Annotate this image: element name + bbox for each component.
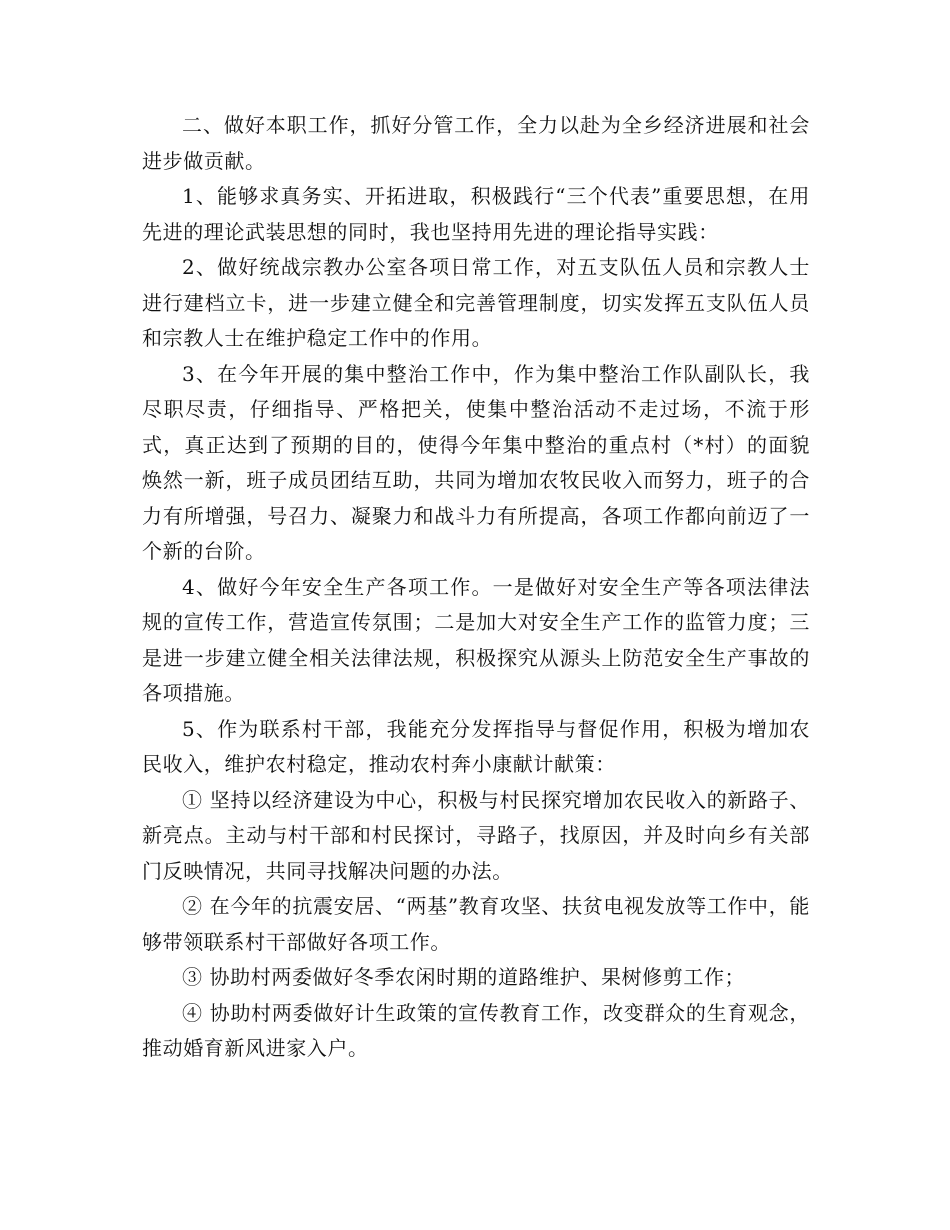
paragraph-subitem-2: ② 在今年的抗震安居、“两基”教育攻坚、扶贫电视发放等工作中，能够带领联系村干部做好各项工作。 [142, 894, 810, 954]
document-body [142, 108, 810, 1067]
paragraph-item-3: 3、在今年开展的集中整治工作中，作为集中整治工作队副队长，我尽职尽责，仔细指导、严格把关，使集中整治活动不走过场，不流于形式，真正达到了预期的目的，使得今年集中整治的重点村（*村）的面貌焕然一新，班子成员团结互助，共同为增加农牧民收入而努力，班子的合力有所增强，号召力、凝聚力和战斗力有所提高，各项工作都向前迈了一个新的台阶。 [142, 361, 810, 563]
paragraph-subitem-4: ④ 协助村两委做好计生政策的宣传教育工作，改变群众的生育观念，推动婚育新风进家入户。 [142, 1000, 810, 1060]
paragraph-item-1: 1、能够求真务实、开拓进取，积极践行“三个代表”重要思想，在用先进的理论武装思想的同时，我也坚持用先进的理论指导实践： [142, 184, 810, 244]
paragraph-item-5: 5、作为联系村干部，我能充分发挥指导与督促作用，积极为增加农民收入，维护农村稳定，推动农村奔小康献计献策： [142, 716, 810, 776]
paragraph-item-2: 2、做好统战宗教办公室各项日常工作，对五支队伍人员和宗教人士进行建档立卡，进一步建立健全和完善管理制度，切实发挥五支队伍人员和宗教人士在维护稳定工作中的作用。 [142, 255, 810, 350]
paragraph-section-two-heading: 二、做好本职工作，抓好分管工作，全力以赴为全乡经济进展和社会进步做贡献。 [142, 113, 810, 173]
paragraph-subitem-1: ① 坚持以经济建设为中心，积极与村民探究增加农民收入的新路子、新亮点。主动与村干部和村民探讨，寻路子，找原因，并及时向乡有关部门反映情况，共同寻找解决问题的办法。 [142, 787, 810, 883]
paragraph-subitem-3: ③ 协助村两委做好冬季农闲时期的道路维护、果树修剪工作； [182, 965, 746, 989]
paragraph-item-4: 4、做好今年安全生产各项工作。一是做好对安全生产等各项法律法规的宣传工作，营造宣传氛围；二是加大对安全生产工作的监管力度；三是进一步建立健全相关法律法规，积极探究从源头上防范安全生产事故的各项措施。 [142, 574, 810, 705]
